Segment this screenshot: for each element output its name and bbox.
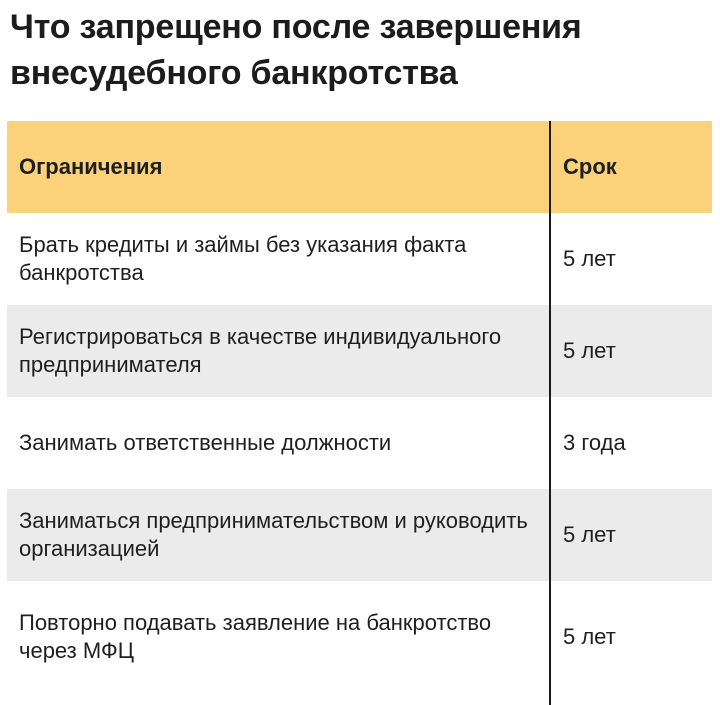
table-row: [7, 397, 712, 489]
term-cell: 5 лет: [563, 522, 616, 547]
term-cell: 3 года: [563, 430, 626, 455]
table-row: [7, 213, 712, 305]
table-header-row: [7, 121, 712, 213]
page-title: Что запрещено после завершения внесудебного банкротства: [10, 8, 582, 92]
restriction-cell: Занимать ответственные должности: [19, 430, 392, 455]
restriction-cell: Заниматься предпринимательством и руководить организацией: [19, 508, 528, 561]
term-cell: 5 лет: [563, 338, 616, 363]
term-cell: 5 лет: [563, 624, 616, 649]
table-row: [7, 489, 712, 581]
header-term: Срок: [563, 154, 617, 179]
table-row: [7, 581, 712, 693]
column-divider: [549, 121, 551, 705]
restriction-cell: Регистрироваться в качестве индивидуального предпринимателя: [19, 324, 502, 377]
term-cell: 5 лет: [563, 246, 616, 271]
restrictions-table: [7, 121, 712, 693]
restriction-cell: Брать кредиты и займы без указания факта банкротства: [19, 232, 467, 285]
restriction-cell: Повторно подавать заявление на банкротство через МФЦ: [19, 610, 492, 663]
header-restriction: Ограничения: [19, 154, 163, 179]
table-row: [7, 305, 712, 397]
